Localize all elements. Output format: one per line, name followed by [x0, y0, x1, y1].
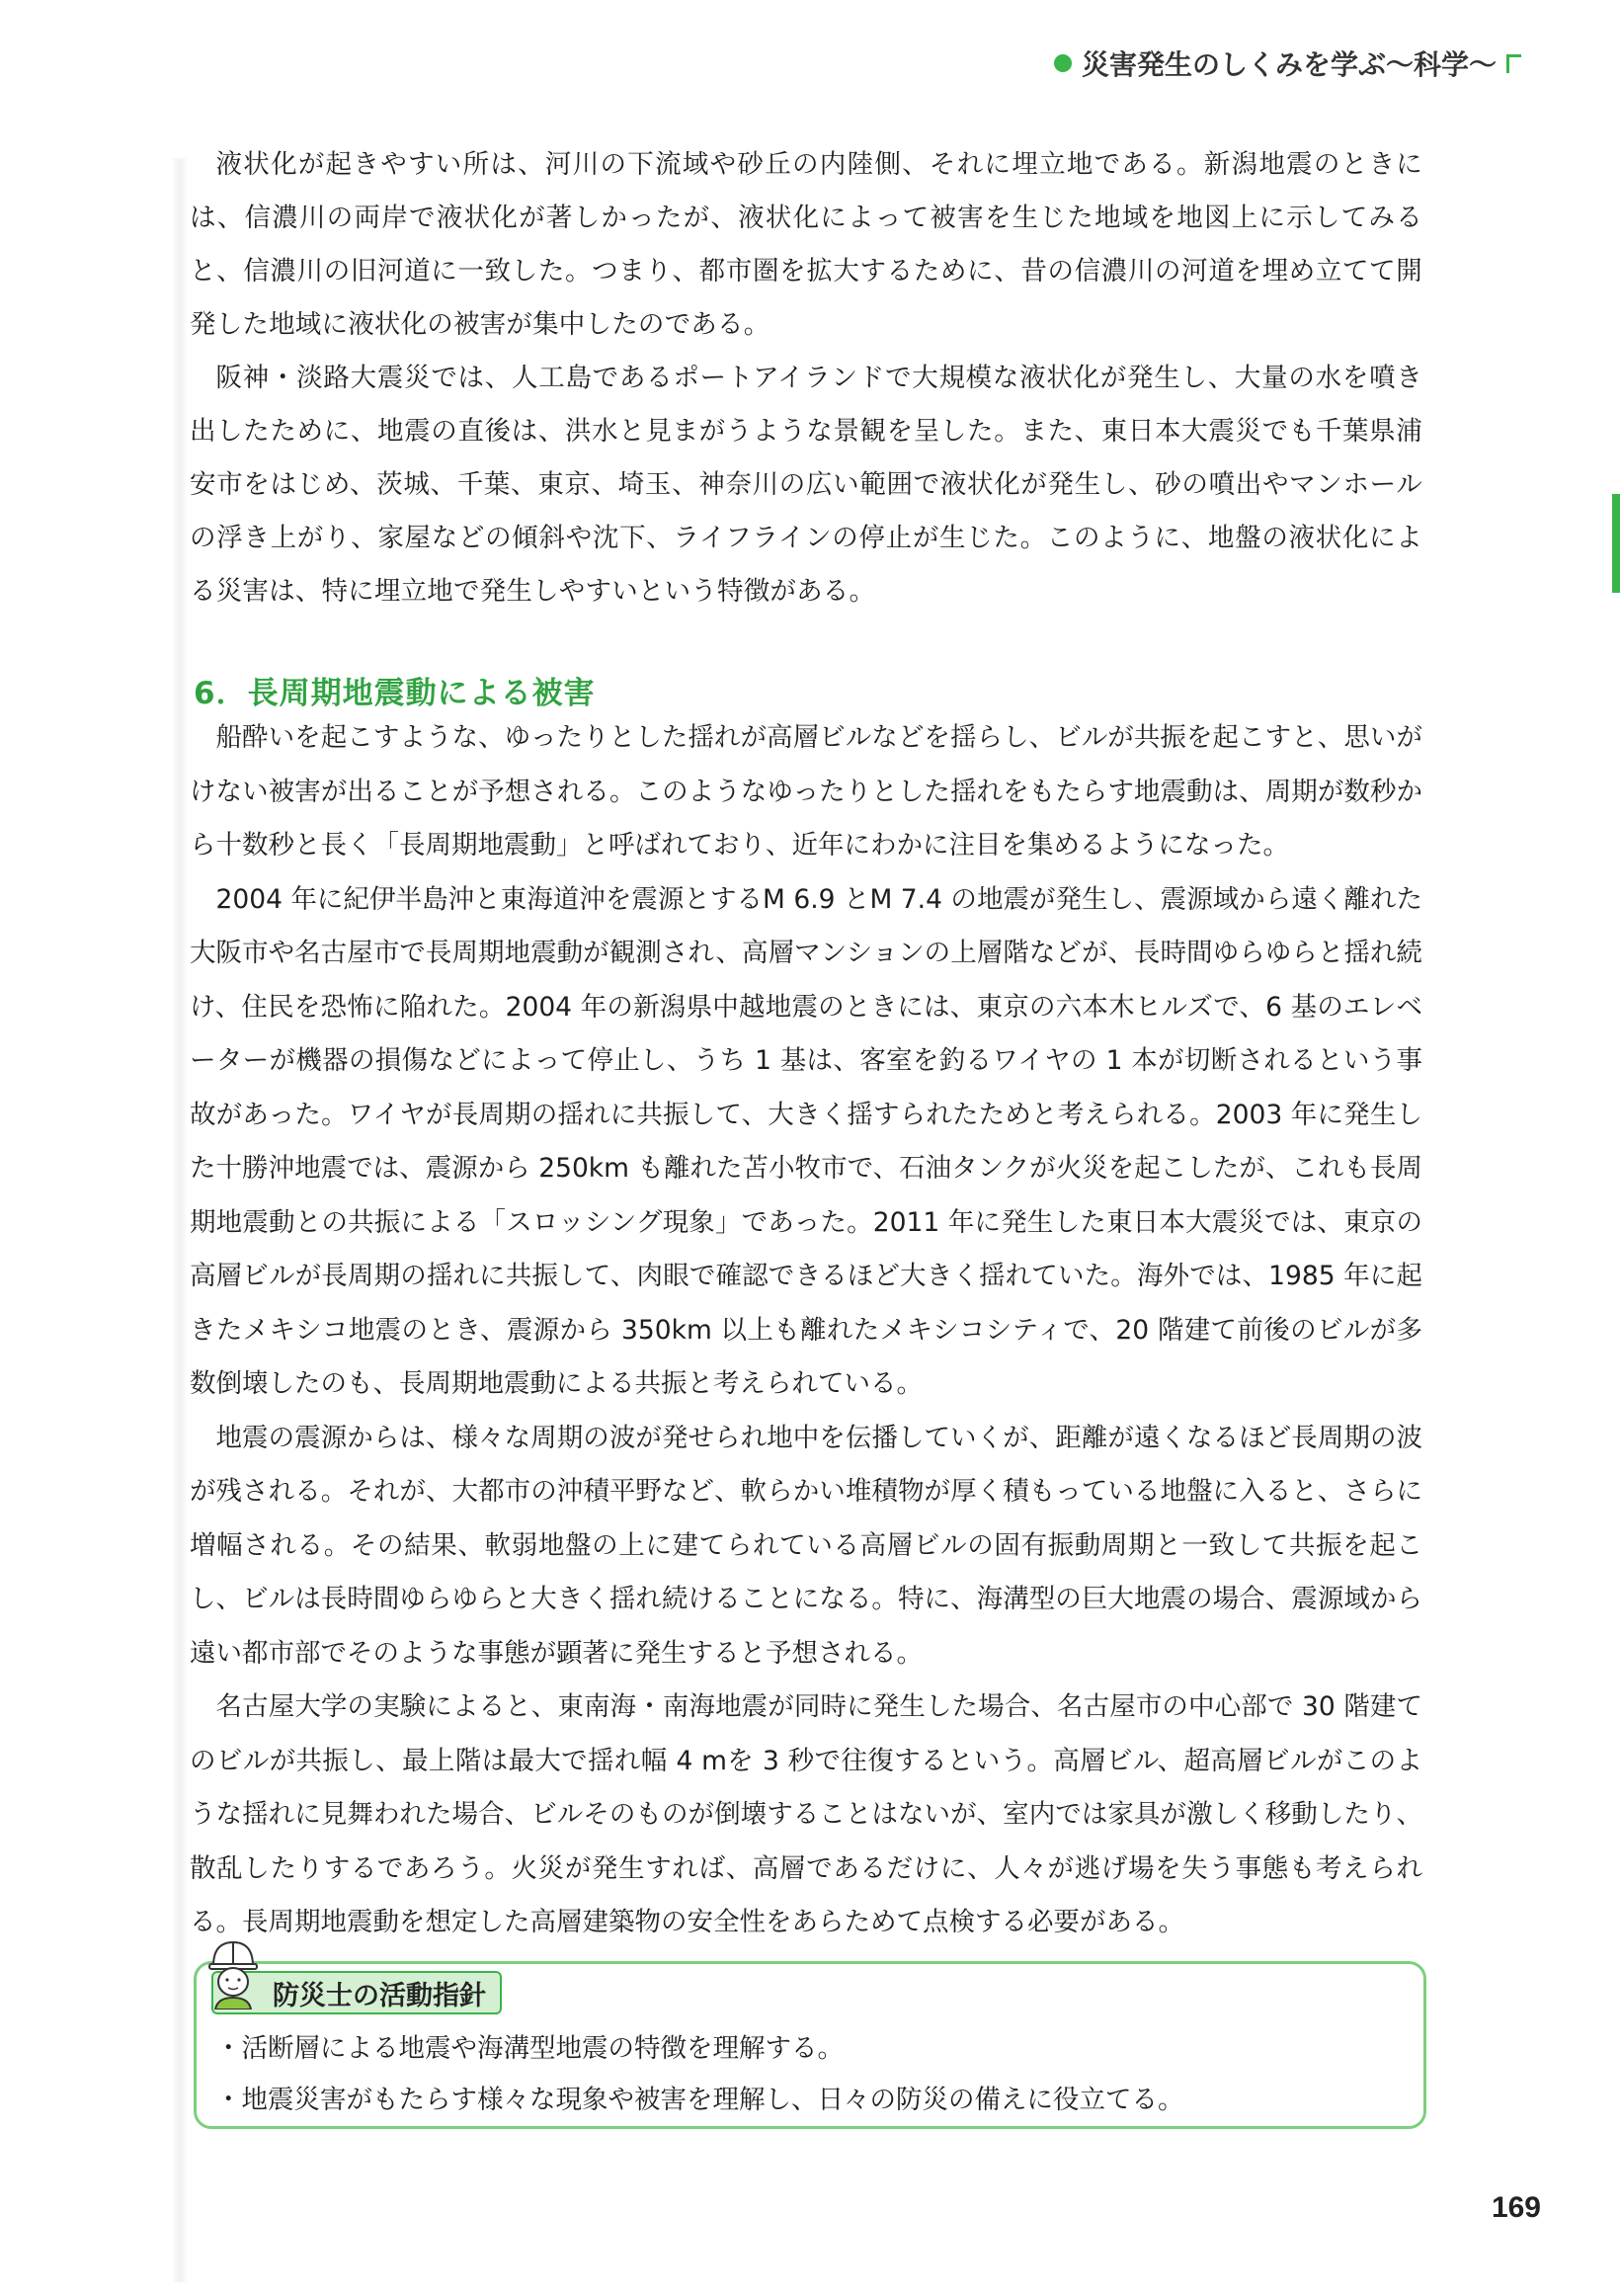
edge-tab-marker — [1612, 494, 1620, 593]
paragraph: 地震の震源からは、様々な周期の波が発せられ地中を伝播していくが、距離が遠くなるほど長周期の波が残される。それが、大都市の沖積平野など、軟らかい堆積物が厚く積もっている地盤に入ると、さらに増幅される。その結果、軟弱地盤の上に建てられている高層ビルの固有振動周期と一致して共振を起こし、ビルは長時間ゆらゆらと大きく揺れ続けることになる。特に、海溝型の巨大地震の場合、震源域から遠い都市部でそのような事態が顕著に発生すると予想される。 — [190, 1422, 1422, 1669]
header-title: 災害発生のしくみを学ぶ〜科学〜 — [1081, 48, 1497, 81]
paragraph: 液状化が起きやすい所は、河川の下流域や砂丘の内陸側、それに埋立地である。新潟地震のときには、信濃川の両岸で液状化が著しかったが、液状化によって被害を生じた地域を地図上に示してみると、信濃川の旧河道に一致した。つまり、都市圏を拡大するために、昔の信濃川の河道を埋め立てて開発した地域に液状化の被害が集中したのである。 — [190, 149, 1422, 340]
list-item: ・地震災害がもたらす様々な現象や被害を理解し、日々の防災の備えに役立てる。 — [215, 2085, 1184, 2115]
bousaishi-avatar-icon — [205, 1936, 261, 2009]
paragraph: 名古屋大学の実験によると、東南海・南海地震が同時に発生した場合、名古屋市の中心部で 30 階建てのビルが共振し、最上階は最大で揺れ幅 4 mを 3 秒で往復するという。高層ビル、超高層ビルがこのような揺れに見舞われた場合、ビルそのものが倒壊することはないが、室内では家具が激しく移動したり、散乱したりするであろう。火災が発生すれば、高層であるだけに、人々が逃げ場を失う事態も考えられる。長周期地震動を想定した高層建築物の安全性をあらためて点検する必要がある。 — [190, 1691, 1422, 1937]
green-dot-icon — [1054, 54, 1072, 72]
paragraph: 2004 年に紀伊半島沖と東海道沖を震源とするM 6.9 とM 7.4 の地震が発生し、震源域から遠く離れた大阪市や名古屋市で長周期地震動が観測され、高層マンションの上層階などが、長時間ゆらゆらと揺れ続け、住民を恐怖に陥れた。2004 年の新潟県中越地震のときには、東京の六本木ヒルズで、6 基のエレベーターが機器の損傷などによって停止し、うち 1 基は、客室を釣るワイヤの 1 本が切断されるという事故があった。ワイヤが長周期の揺れに共振して、大きく揺すられたためと考えられる。2003 年に発生した十勝沖地震では、震源から 250km も離れた苫小牧市で、石油タンクが火災を起こしたが、これも長周期地震動との共振による「スロッシング現象」であった。2011 年に発生した東日本大震災では、東京の高層ビルが長周期の揺れに共振して、肉眼で確認できるほど大きく揺れていた。海外では、1985 年に起きたメキシコ地震のとき、震源から 350km 以上も離れたメキシコシティで、20 階建て前後のビルが多数倒壊したのも、長周期地震動による共振と考えられている。 — [190, 883, 1422, 1399]
paragraph: 阪神・淡路大震災では、人工島であるポートアイランドで大規模な液状化が発生し、大量の水を噴き出したために、地震の直後は、洪水と見まがうような景観を呈した。また、東日本大震災でも千葉県浦安市をはじめ、茨城、千葉、東京、埼玉、神奈川の広い範囲で液状化が発生し、砂の噴出やマンホールの浮き上がり、家屋などの傾斜や沈下、ライフラインの停止が生じた。このように、地盤の液状化による災害は、特に埋立地で発生しやすいという特徴がある。 — [190, 363, 1422, 607]
paragraph: 船酔いを起こすような、ゆったりとした揺れが高層ビルなどを揺らし、ビルが共振を起こすと、思いがけない被害が出ることが予想される。このようなゆったりとした揺れをもたらす地震動は、周期が数秒から十数秒と長く「長周期地震動」と呼ばれており、近年にわかに注目を集めるようになった。 — [190, 722, 1422, 861]
guideline-list — [215, 2023, 1184, 2126]
binding-shadow — [173, 158, 187, 2282]
page-number: 169 — [1491, 2191, 1541, 2224]
section-title: 6．長周期地震動による被害 — [194, 676, 596, 711]
guideline-label-text: 防災士の活動指針 — [273, 1980, 486, 2011]
section5-body — [190, 138, 1422, 618]
corner-mark-icon — [1506, 54, 1521, 73]
section6-body — [190, 711, 1422, 1950]
list-item: ・活断層による地震や海溝型地震の特徴を理解する。 — [215, 2033, 844, 2064]
running-header — [1054, 43, 1521, 83]
